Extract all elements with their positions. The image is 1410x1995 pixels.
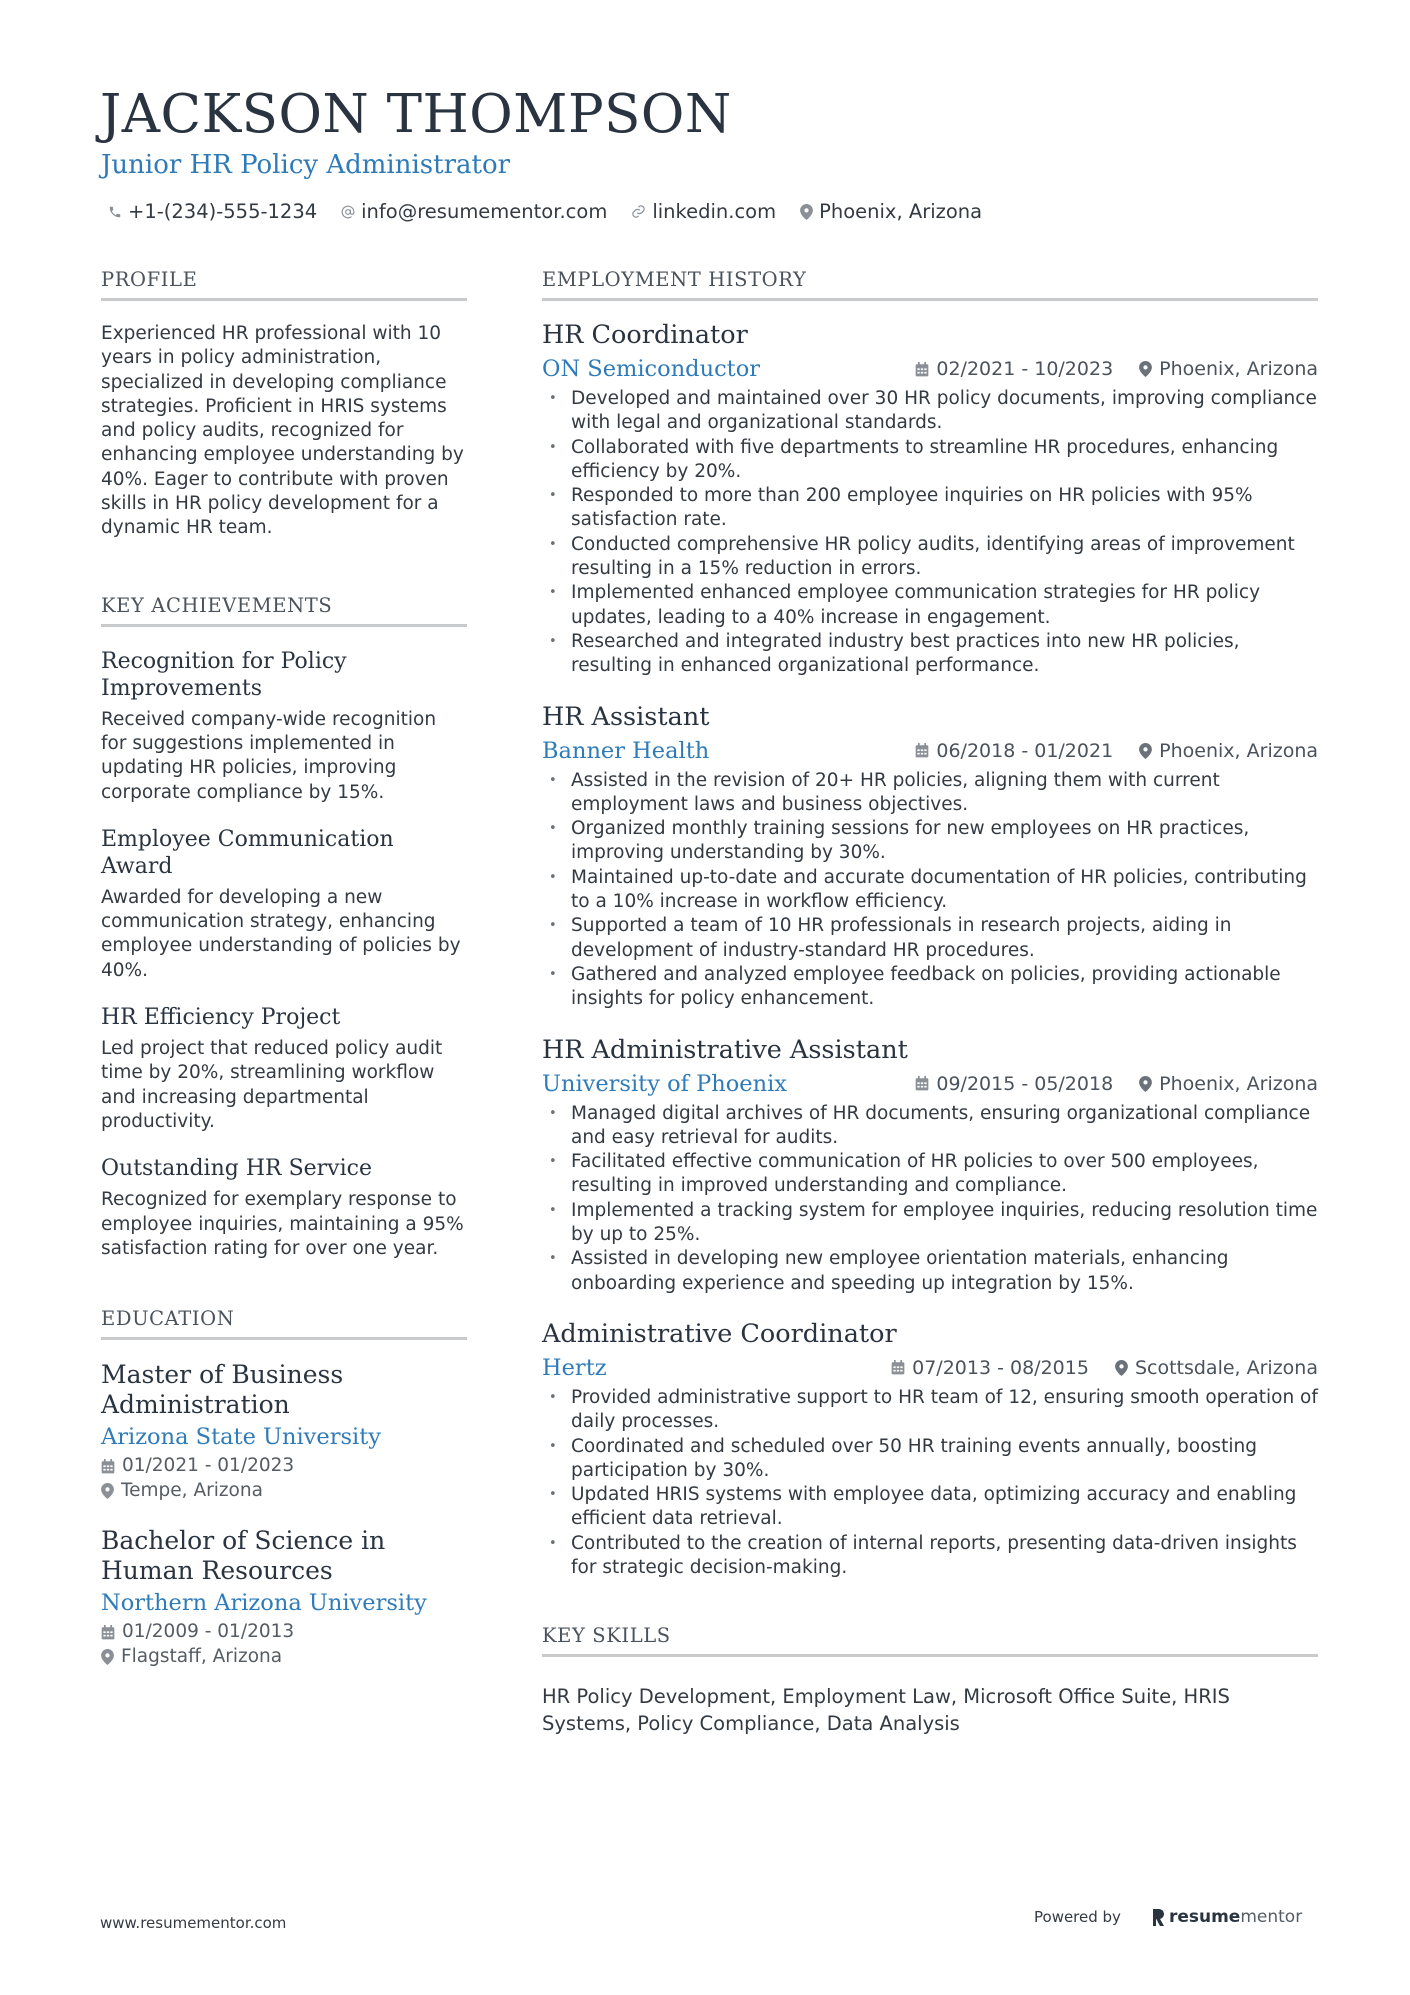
footer-brand xyxy=(1034,1907,1302,1927)
map-pin-icon xyxy=(800,204,813,220)
job-bullet: • Updated HRIS systems with employee data, optimizing accuracy and enabling efficient data retrieval. xyxy=(542,1483,1318,1532)
job-bullet: • Managed digital archives of HR documents, ensuring organizational compliance and easy retrieval for audits. xyxy=(542,1102,1318,1151)
job-dates xyxy=(915,1073,1113,1095)
email-text[interactable]: info@resumementor.com xyxy=(361,200,608,223)
job-dates-text: 07/2013 - 08/2015 xyxy=(912,1356,1089,1379)
job-dates-text: 02/2021 - 10/2023 xyxy=(936,358,1114,380)
location-text: Phoenix, Arizona xyxy=(819,200,983,223)
job-location xyxy=(1139,740,1318,762)
left-column xyxy=(101,268,467,1669)
edu-dates-text: 01/2021 - 01/2023 xyxy=(122,1455,295,1477)
achievement-title: HR Efficiency Project xyxy=(101,1005,341,1031)
contact-location xyxy=(800,200,982,223)
brand-bold: resume xyxy=(1168,1907,1241,1927)
edu-degree: Master of Business Administration xyxy=(101,1360,344,1420)
brand-light: mentor xyxy=(1240,1907,1303,1927)
footer-website[interactable]: www.resumementor.com xyxy=(100,1914,287,1932)
resumementor-logo-icon xyxy=(1151,1908,1165,1927)
job-title-headline: Junior HR Policy Administrator xyxy=(101,150,511,180)
profile-text: Experienced HR professional with 10 years in policy administration, specialized in developing compliance strategies. Proficient in HRIS systems and policy audits, recognized for enhancing employee understanding by 40%. Eager to contribute with proven skills in HR policy development for a dynamic HR team. xyxy=(101,323,464,539)
job-location-text: Scottsdale, Arizona xyxy=(1134,1356,1318,1379)
job-bullets xyxy=(542,387,1318,679)
job-entry xyxy=(542,320,1318,679)
company-name: University of Phoenix xyxy=(542,1070,787,1097)
job-location-text: Phoenix, Arizona xyxy=(1159,1072,1318,1095)
job-bullet: • Researched and integrated industry best practices into new HR policies, resulting in enhanced organizational performance. xyxy=(542,630,1318,679)
edu-location-text: Flagstaff, Arizona xyxy=(121,1645,283,1667)
link-icon xyxy=(631,204,646,219)
calendar-icon xyxy=(101,1459,115,1474)
calendar-icon xyxy=(101,1625,115,1640)
job-bullet: • Supported a team of 10 HR professionals in research projects, aiding in development of industry-standard HR procedures. xyxy=(542,914,1318,963)
skills-heading: KEY SKILLS xyxy=(542,1624,1318,1657)
achievement-desc: Awarded for developing a new communication strategy, enhancing employee understanding of policies by 40%. xyxy=(101,886,461,981)
job-bullet: • Assisted in developing new employee orientation materials, enhancing onboarding experience and speeding up integration by 15%. xyxy=(542,1247,1318,1296)
job-dates-text: 06/2018 - 01/2021 xyxy=(936,739,1114,762)
edu-dates xyxy=(101,1620,467,1645)
job-bullet: • Coordinated and scheduled over 50 HR training events annually, boosting participation by 30%. xyxy=(542,1435,1318,1484)
map-pin-icon xyxy=(1115,1360,1128,1376)
job-bullet: • Gathered and analyzed employee feedback on policies, providing actionable insights for policy enhancement. xyxy=(542,963,1318,1012)
company-name: Hertz xyxy=(542,1354,607,1381)
linkedin-text[interactable]: linkedin.com xyxy=(652,200,777,223)
job-dates xyxy=(891,1357,1089,1379)
map-pin-icon xyxy=(1139,1076,1152,1092)
edu-school: Arizona State University xyxy=(101,1424,381,1451)
edu-degree: Bachelor of Science in Human Resources xyxy=(101,1526,386,1586)
calendar-icon xyxy=(915,362,929,377)
job-location xyxy=(1115,1357,1318,1379)
job-location-text: Phoenix, Arizona xyxy=(1159,358,1318,380)
brand-logo[interactable] xyxy=(1151,1907,1302,1927)
job-list xyxy=(542,320,1318,1580)
job-title: Administrative Coordinator xyxy=(542,1318,897,1349)
company-name: ON Semiconductor xyxy=(542,356,761,382)
job-bullets xyxy=(542,1102,1318,1296)
job-title: HR Coordinator xyxy=(542,320,748,350)
job-entry xyxy=(542,1319,1318,1580)
calendar-icon xyxy=(915,743,929,758)
edu-location xyxy=(101,1479,467,1504)
contact-phone xyxy=(108,200,317,223)
job-meta-row xyxy=(542,1353,1318,1383)
job-title: HR Assistant xyxy=(542,701,710,732)
job-bullet: • Maintained up-to-date and accurate documentation of HR policies, contributing to a 10% increase in workflow efficiency. xyxy=(542,866,1318,915)
achievement-item xyxy=(101,648,467,805)
job-entry xyxy=(542,702,1318,1012)
job-bullets xyxy=(542,769,1318,1012)
job-location xyxy=(1139,358,1318,380)
company-name: Banner Health xyxy=(542,737,710,764)
at-sign-icon xyxy=(341,205,355,219)
job-meta-row xyxy=(542,736,1318,766)
map-pin-icon xyxy=(101,1649,114,1665)
achievement-title: Recognition for Policy Improvements xyxy=(101,648,347,701)
phone-icon xyxy=(108,205,122,219)
education-item xyxy=(101,1526,467,1669)
job-bullet: • Contributed to the creation of internal reports, presenting data-driven insights for strategic decision-making. xyxy=(542,1532,1318,1581)
powered-by-label: Powered by xyxy=(1034,1908,1121,1926)
phone-text: +1-(234)-555-1234 xyxy=(128,200,318,223)
achievement-item xyxy=(101,826,467,983)
job-bullet: • Collaborated with five departments to streamline HR procedures, enhancing efficiency by 20%. xyxy=(542,436,1318,485)
job-location-text: Phoenix, Arizona xyxy=(1159,739,1318,762)
contact-linkedin[interactable] xyxy=(631,200,776,223)
employment-heading: EMPLOYMENT HISTORY xyxy=(542,268,1318,301)
calendar-icon xyxy=(915,1076,929,1091)
edu-location-text: Tempe, Arizona xyxy=(121,1479,263,1501)
map-pin-icon xyxy=(101,1483,114,1499)
job-dates xyxy=(915,358,1113,380)
job-bullet: • Conducted comprehensive HR policy audits, identifying areas of improvement resulting in a 15% reduction in errors. xyxy=(542,533,1318,582)
job-bullet: • Responded to more than 200 employee inquiries on HR policies with 95% satisfaction rate. xyxy=(542,484,1318,533)
achievement-desc: Received company-wide recognition for suggestions implemented in updating HR policies, improving corporate compliance by 15%. xyxy=(101,708,437,803)
education-item xyxy=(101,1360,467,1503)
achievement-item xyxy=(101,1155,467,1261)
achievements-heading: KEY ACHIEVEMENTS xyxy=(101,594,467,627)
job-meta xyxy=(915,740,1318,762)
job-entry xyxy=(542,1035,1318,1296)
edu-dates-text: 01/2009 - 01/2013 xyxy=(122,1621,295,1643)
job-dates-text: 09/2015 - 05/2018 xyxy=(936,1072,1114,1095)
job-title: HR Administrative Assistant xyxy=(542,1034,908,1065)
job-bullet: • Organized monthly training sessions for new employees on HR practices, improving understanding by 30%. xyxy=(542,817,1318,866)
job-bullet: • Facilitated effective communication of HR policies to over 500 employees, resulting in improved understanding and compliance. xyxy=(542,1150,1318,1199)
job-meta xyxy=(915,1073,1318,1095)
skills-text: HR Policy Development, Employment Law, Microsoft Office Suite, HRIS Systems, Policy Compliance, Data Analysis xyxy=(542,1685,1230,1735)
edu-dates xyxy=(101,1454,467,1479)
job-location xyxy=(1139,1073,1318,1095)
achievement-title: Outstanding HR Service xyxy=(101,1156,372,1182)
contact-bar xyxy=(108,200,1006,223)
calendar-icon xyxy=(891,1360,905,1375)
job-bullet: • Assisted in the revision of 20+ HR policies, aligning them with current employment laws and business objectives. xyxy=(542,769,1318,818)
job-dates xyxy=(915,740,1113,762)
job-meta-row xyxy=(542,354,1318,384)
contact-email[interactable] xyxy=(341,200,607,223)
job-meta-row xyxy=(542,1069,1318,1099)
profile-heading: PROFILE xyxy=(101,268,467,301)
achievement-item xyxy=(101,1004,467,1134)
achievement-desc: Led project that reduced policy audit time by 20%, streamlining workflow and increasing departmental productivity. xyxy=(101,1038,443,1132)
achievement-title: Employee Communication Award xyxy=(101,826,394,879)
edu-school: Northern Arizona University xyxy=(101,1590,427,1617)
edu-location xyxy=(101,1645,467,1670)
candidate-name: JACKSON THOMPSON xyxy=(100,84,732,145)
map-pin-icon xyxy=(1139,361,1152,377)
right-column xyxy=(542,268,1318,1737)
education-heading: EDUCATION xyxy=(101,1307,467,1340)
job-meta xyxy=(891,1357,1318,1379)
job-meta xyxy=(915,358,1318,380)
job-bullet: • Provided administrative support to HR team of 12, ensuring smooth operation of daily processes. xyxy=(542,1386,1318,1435)
job-bullet: • Developed and maintained over 30 HR policy documents, improving compliance with legal and organizational standards. xyxy=(542,387,1318,436)
map-pin-icon xyxy=(1139,743,1152,759)
job-bullet: • Implemented a tracking system for employee inquiries, reducing resolution time by up to 25%. xyxy=(542,1199,1318,1248)
achievement-desc: Recognized for exemplary response to employee inquiries, maintaining a 95% satisfaction rating for over one year. xyxy=(101,1189,464,1259)
job-bullet: • Implemented enhanced employee communication strategies for HR policy updates, leading to a 40% increase in engagement. xyxy=(542,581,1318,630)
job-bullets xyxy=(542,1386,1318,1580)
